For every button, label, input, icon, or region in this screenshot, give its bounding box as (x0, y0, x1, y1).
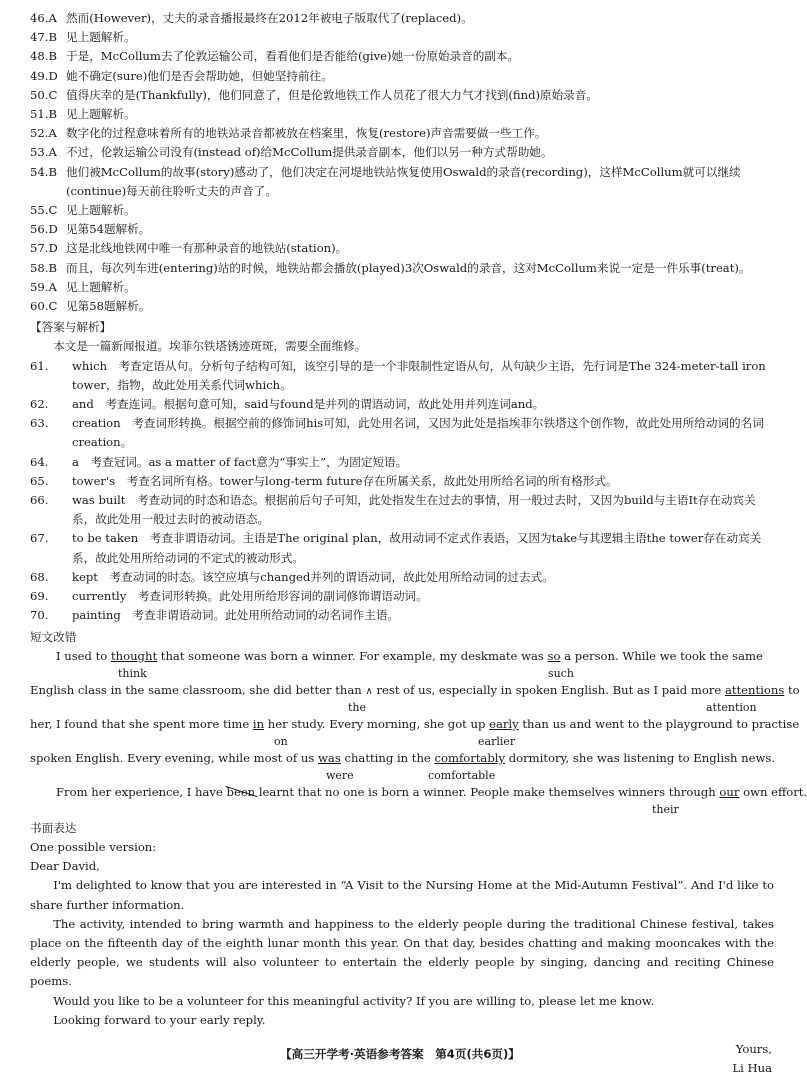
item-number: 54.B (30, 164, 57, 179)
answer-item (30, 47, 774, 66)
correction-word: such (548, 666, 574, 680)
letter-paragraph: I'm delighted to know that you are interested in “A Visit to the Nursing Home at the Mid-Autumn Festival”. And I'd like to share further information. (30, 878, 774, 912)
answer-item (30, 201, 774, 220)
correction-line: I used to thought that someone was born a winner. For example, my deskmate was so a person. While we took the same think such (30, 647, 774, 681)
item-text: currently 考查词形转换。此处用所给形容词的副词修饰谓语动词。 (72, 589, 428, 604)
correction-word: think (118, 666, 147, 680)
letter-paragraph: Would you like to be a volunteer for this meaningful activity? If you are willing to, please let me know. (53, 993, 655, 1008)
correction-word: comfortable (428, 768, 496, 782)
item-text: painting 考查非谓语动词。此处用所给动词的动名词作主语。 (72, 608, 400, 623)
item-text: 然而(However)，丈夫的录音播报最终在2012年被电子版取代了(replaced)。 (66, 11, 473, 25)
item-text: 她不确定(sure)他们是否会帮助她，但她坚持前往。 (66, 68, 333, 83)
letter-greeting: Dear David, (30, 859, 100, 874)
answer-item (30, 414, 774, 452)
letter-signature: Li Hua (732, 1061, 772, 1076)
item-text: 见第58题解析。 (66, 299, 151, 314)
page-footer: 【高三开学考·英语参考答案 第4页(共6页)】 (280, 1047, 520, 1061)
item-text: and 考查连词。根据句意可知，said与found是并列的谓语动词，故此处用并列连词and。 (72, 397, 545, 412)
insert-caret: ∧ (365, 685, 373, 697)
correction-word: on (274, 734, 288, 748)
item-number: 49.D (30, 68, 58, 83)
item-text: 而且，每次列车进(entering)站的时候，地铁站都会播放(played)3次Oswald的录音，这对McCollum来说一定是一件乐事(treat)。 (66, 260, 751, 275)
answer-item (30, 529, 774, 567)
item-text: a 考查冠词。as a matter of fact意为“事实上”，为固定短语。 (72, 454, 408, 469)
answer-item (30, 606, 774, 625)
correction-passage (30, 647, 807, 817)
item-text: 见上题解析。 (66, 107, 136, 122)
error-word: so (547, 648, 561, 663)
answer-item (30, 143, 774, 162)
item-number: 55.C (30, 203, 58, 218)
item-text: kept 考查动词的时态。该空应填与changed并列的谓语动词，故此处用所给动词的过去式。 (72, 569, 554, 584)
item-text: 数字化的过程意味着所有的地铁站录音都被放在档案里，恢复(restore)声音需要做一些工作。 (66, 126, 547, 141)
item-number: 59.A (30, 279, 57, 294)
item-text: which 考查定语从句。分析句子结构可知，该空引导的是一个非限制性定语从句，从句缺少主语，先行词是The 324-meter-tall iron tower，指物，故此处用关系代词which。 (72, 358, 766, 392)
item-number: 61. (30, 358, 49, 373)
item-number: 66. (30, 493, 49, 508)
answer-item (30, 105, 774, 124)
correction-word: earlier (478, 734, 516, 748)
item-text: 于是，McCollum去了伦敦运输公司，看看他们是否能给(give)她一份原始录音的副本。 (66, 49, 520, 64)
correction-word: attention (706, 700, 757, 714)
correction-line: English class in the same classroom, she did better than ∧ rest of us, especially in spoken English. But as I paid more attentions to the attention (30, 681, 774, 715)
answer-item (30, 278, 774, 297)
item-text: tower's 考查名词所有格。tower与long-term future存在所属关系，故此处用所给名词的所有格形式。 (72, 473, 618, 488)
correction-word: the (348, 700, 367, 714)
answer-item (30, 28, 774, 47)
item-text: creation 考查词形转换。根据空前的修饰词his可知，此处用名词，又因为此处是指埃菲尔铁塔这个创作物，故此处用所给动词的名词creation。 (72, 416, 764, 450)
item-text: 见上题解析。 (66, 30, 136, 45)
item-text: was built 考查动词的时态和语态。根据前后句子可知，此处指发生在过去的事情，用一般过去时，又因为build与主语It存在动宾关系，故此处用一般过去时的被动语态。 (72, 493, 756, 527)
correction-line: From her experience, I have been learnt that no one is born a winner. People make themselves winners through our own effort. their (30, 783, 774, 817)
error-word: our (719, 784, 740, 799)
letter-body (30, 876, 774, 1030)
item-number: 64. (30, 454, 49, 469)
answer-item (30, 67, 774, 86)
item-number: 62. (30, 397, 49, 412)
correction-word: were (326, 768, 354, 782)
letter-paragraph: Looking forward to your early reply. (53, 1012, 266, 1027)
error-word: in (252, 716, 265, 731)
answer-intro: 本文是一篇新闻报道。埃菲尔铁塔锈迹斑斑，需要全面维修。 (53, 339, 367, 354)
item-text: 见上题解析。 (66, 203, 136, 218)
error-word: attentions (724, 682, 785, 697)
item-number: 58.B (30, 260, 57, 275)
answer-item (30, 9, 774, 28)
answer-item (30, 568, 774, 587)
answer-item (30, 395, 774, 414)
correction-line: her, I found that she spent more time in her study. Every morning, she got up early than us and went to the playground to practise on earlier (30, 715, 774, 749)
answer-item (30, 86, 774, 105)
answer-item (30, 124, 774, 143)
item-number: 63. (30, 416, 49, 431)
writing-version: One possible version: (30, 839, 157, 854)
item-number: 65. (30, 473, 49, 488)
item-number: 48.B (30, 49, 57, 64)
answer-heading: 【答案与解析】 (30, 320, 112, 335)
item-text: 不过，伦敦运输公司没有(instead of)给McCollum提供录音副本，他们以另一种方式帮助她。 (66, 145, 553, 160)
deleted-word: been (226, 784, 256, 799)
item-text: 他们被McCollum的故事(story)感动了，他们决定在河堤地铁站恢复使用Oswald的录音(recording)，这样McCollum就可以继续(continue)每天前往聆听丈夫的声音了。 (66, 164, 741, 198)
item-text: 值得庆幸的是(Thankfully)，他们同意了，但是伦敦地铁工作人员花了很大力气才找到(find)原始录音。 (66, 87, 599, 102)
correction-heading: 短文改错 (30, 629, 77, 644)
answer-item (30, 357, 774, 395)
item-number: 53.A (30, 145, 57, 160)
answer-item (30, 587, 774, 606)
correction-line: spoken English. Every evening, while most of us was chatting in the comfortably dormitory, she was listening to English news. were comfortable (30, 749, 774, 783)
item-number: 51.B (30, 107, 57, 122)
answer-item (30, 259, 774, 278)
error-word: early (489, 716, 519, 731)
answer-item (30, 491, 774, 529)
item-number: 56.D (30, 222, 58, 237)
item-text: to be taken 考查非谓语动词。主语是The original plan，故用动词不定式作表语，又因为take与其逻辑主语the tower存在动宾关系，故此处用所给动词的不定式的被动形式。 (72, 531, 762, 565)
item-number: 67. (30, 531, 49, 546)
item-number: 50.C (30, 87, 58, 102)
item-number: 57.D (30, 241, 58, 256)
item-number: 60.C (30, 299, 58, 314)
item-text: 这是北线地铁网中唯一有那种录音的地铁站(station)。 (66, 241, 348, 256)
answers-46-60 (30, 9, 774, 316)
error-word: comfortably (434, 750, 506, 765)
item-text: 见第54题解析。 (66, 222, 151, 237)
item-number: 46.A (30, 11, 57, 25)
answer-item (30, 239, 774, 258)
item-text: 见上题解析。 (66, 279, 136, 294)
answer-item (30, 163, 774, 201)
item-number: 69. (30, 589, 49, 604)
item-number: 70. (30, 608, 49, 623)
answer-item (30, 472, 774, 491)
item-number: 47.B (30, 30, 57, 45)
letter-closing: Yours, (735, 1041, 772, 1056)
answer-item (30, 453, 774, 472)
answer-item (30, 220, 774, 239)
error-word: was (317, 750, 341, 765)
writing-heading: 书面表达 (30, 820, 77, 835)
correction-word: their (652, 802, 679, 816)
answer-item (30, 297, 774, 316)
answers-61-70 (30, 357, 774, 626)
item-number: 52.A (30, 126, 57, 141)
letter-paragraph: The activity, intended to bring warmth and happiness to the elderly people during the traditional Chinese festival, takes place on the fifteenth day of the eighth lunar month this year. On that day, besides chatting and making mooncakes with the elderly people, we students will also volunteer to entertain the elderly people by singing, dancing and reciting Chinese poems. (30, 916, 774, 989)
item-number: 68. (30, 569, 49, 584)
error-word: thought (110, 648, 158, 663)
